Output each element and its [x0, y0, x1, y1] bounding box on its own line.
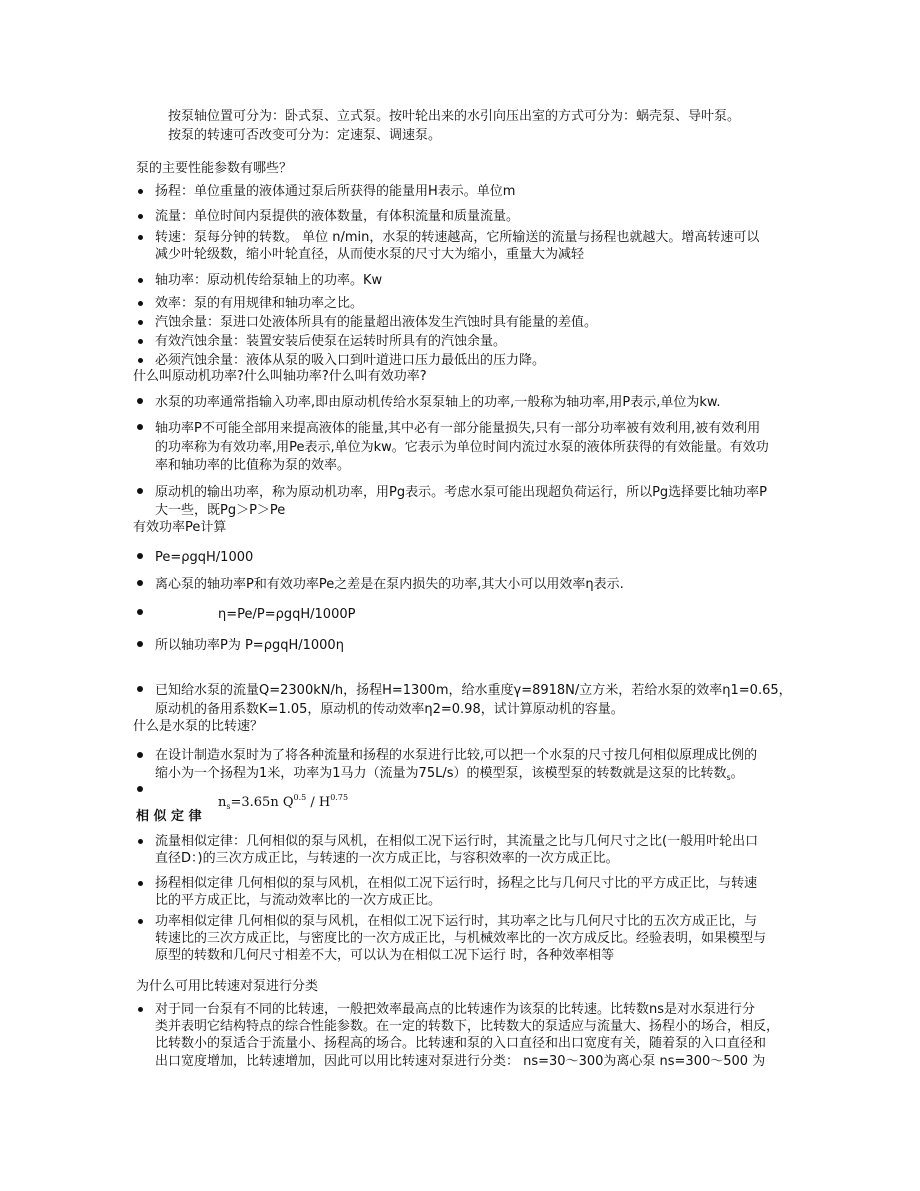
list-item-continuation: 直径D：)的三次方成正比，与转速的一次方成正比，与容积效率的一次方成正比。 — [155, 851, 619, 866]
list-item-continuation: 减少叶轮级数，缩小叶轮直径，从而使水泵的尺寸大为缩小，重量大为减轻 — [155, 247, 585, 262]
intro-line-1: 按泵轴位置可分为：卧式泵、立式泵。按叶轮出来的水引向压出室的方式可分为：蜗壳泵、导叶泵。 — [168, 109, 741, 124]
list-item: 原动机的输出功率，称为原动机功率，用Pg表示。考虑水泵可能出现超负荷运行，所以Pg选择要比轴功率P — [155, 485, 768, 500]
section-heading-effective-power: 有效功率Pe计算 — [133, 520, 227, 535]
list-item-continuation: 出口宽度增加，比转速增加，因此可以用比转速对泵进行分类： ns=30～300为离心泵 ns=300～500 为 — [155, 1054, 766, 1069]
list-item-continuation: 大一些，既Pg＞P＞Pe — [155, 503, 286, 518]
section-heading-similarity-laws: 相 似 定 律 — [136, 809, 202, 824]
section-heading-performance-params: 泵的主要性能参数有哪些？ — [136, 161, 293, 176]
list-item-continuation: 原型的转数和几何尺寸相差不大，可以认为在相似工况下运行 时，各种效率相等 — [155, 948, 615, 963]
list-item: 已知给水泵的流量Q=2300kN/h，扬程H=1300m，给水重度γ=8918N/立方米，若给水泵的效率η1=0.65， — [155, 683, 792, 698]
specific-speed-formula — [218, 794, 348, 812]
bullet — [138, 358, 143, 363]
text-run: 缩小为一个扬程为1米，功率为1马力（流量为75L/s）的模型泵，该模型泵的转数就是这泵的比转数 — [155, 766, 727, 781]
list-item: 汽蚀余量：泵进口处液体所具有的能量超出液体发生汽蚀时具有能量的差值。 — [155, 315, 598, 330]
bullet — [138, 839, 143, 844]
subscript: s — [726, 773, 731, 782]
list-item-continuation: 转速比的三次方成正比，与密度比的一次方成正比，与机械效率比的一次方成反比。经验表明，如果模型与 — [155, 931, 767, 946]
bullet — [138, 1007, 143, 1012]
list-item: 离心泵的轴功率P和有效功率Pe之差是在泵内损失的功率,其大小可以用效率η表示. — [155, 577, 624, 592]
bullet — [137, 609, 143, 615]
subscript: s — [226, 802, 231, 811]
formula-line: η=Pe/P=ρgqH/1000P — [218, 607, 356, 622]
list-item-continuation: 比转数小的泵适合于流量小、扬程高的场合。比转速和泵的入口直径和出口宽度有关，随着泵的入口直径和 — [155, 1036, 767, 1051]
text-run: =3.65n Q — [230, 795, 294, 810]
bullet — [138, 189, 143, 194]
intro-line-2: 按泵的转速可否改变可分为：定速泵、调速泵。 — [168, 128, 442, 143]
list-item: 轴功率P不可能全部用来提高液体的能量,其中必有一部分能量损失,只有一部分功率被有效利用,被有效利用 — [155, 421, 761, 436]
text-run: n — [218, 795, 227, 810]
list-item: 有效汽蚀余量：装置安装后使泵在运转时所具有的汽蚀余量。 — [155, 334, 507, 349]
list-item-continuation: 类并表明它结构特点的综合性能参数。在一定的转数下，比转数大的泵适应与流量大、扬程小的场合，相反， — [155, 1019, 780, 1034]
list-item: 对于同一台泵有不同的比转速，一般把效率最高点的比转速作为该泵的比转速。比转数ns是对水泵进行分 — [155, 1002, 756, 1017]
formula-line: Pe=ρgqH/1000 — [155, 550, 254, 565]
bullet — [137, 424, 143, 430]
list-item: 水泵的功率通常指输入功率,即由原动机传给水泵泵轴上的功率,一般称为轴功率,用P表示,单位为kw. — [155, 395, 721, 410]
section-heading-power: 什么叫原动机功率?什么叫轴功率?什么叫有效功率? — [133, 369, 427, 384]
list-item-continuation: 的功率称为有效功率,用Pe表示,单位为kw。它表示为单位时间内流过水泵的液体所获得的有效能量。有效功 — [155, 440, 769, 455]
bullet — [138, 214, 143, 219]
list-item: 转速：泵每分钟的转数。 单位 n/min，水泵的转速越高，它所输送的流量与扬程也就越大。增高转速可以 — [155, 230, 760, 245]
superscript: 0.5 — [293, 793, 307, 802]
list-item: 效率：泵的有用规律和轴功率之比。 — [155, 296, 364, 311]
bullet — [138, 919, 143, 924]
bullet — [137, 641, 143, 647]
bullet — [138, 339, 143, 344]
list-item: 功率相似定律 几何相似的泵与风机，在相似工况下运行时，其功率之比与几何尺寸比的五次方成正比，与 — [155, 914, 758, 929]
list-item-continuation — [155, 765, 744, 783]
bullet — [137, 580, 143, 586]
superscript: 0.75 — [330, 793, 349, 802]
bullet — [137, 553, 143, 559]
section-heading-specific-speed: 什么是水泵的比转速？ — [133, 719, 264, 734]
bullet — [138, 301, 143, 306]
bullet — [137, 752, 143, 758]
list-item: 在设计制造水泵时为了将各种流量和扬程的水泵进行比较,可以把一个水泵的尺寸按几何相似原理成比例的 — [155, 748, 758, 763]
list-item-continuation: 原动机的备用系数K=1.05，原动机的传动效率η2=0.98，试计算原动机的容量。 — [155, 702, 624, 717]
formula-line: 所以轴功率P为 P=ρgqH/1000η — [155, 638, 344, 653]
bullet — [137, 786, 143, 792]
section-heading-classification: 为什么可用比转速对泵进行分类 — [136, 979, 319, 994]
bullet — [137, 398, 143, 404]
list-item-continuation: 率和轴功率的比值称为泵的效率。 — [155, 458, 351, 473]
text-run: 。 — [730, 766, 744, 781]
bullet — [137, 686, 143, 692]
bullet — [138, 278, 143, 283]
list-item: 流量相似定律：几何相似的泵与风机，在相似工况下运行时，其流量之比与几何尺寸之比(一般用叶轮出口 — [155, 834, 759, 849]
list-item: 扬程：单位重量的液体通过泵后所获得的能量用H表示。单位m — [155, 184, 516, 199]
list-item: 流量：单位时间内泵提供的液体数量，有体积流量和质量流量。 — [155, 209, 520, 224]
bullet — [138, 320, 143, 325]
list-item: 轴功率：原动机传给泵轴上的功率。Kw — [155, 273, 383, 288]
bullet — [138, 881, 143, 886]
list-item-continuation: 比的平方成正比，与流动效率比的一次方成正比。 — [155, 893, 442, 908]
bullet — [137, 488, 143, 494]
bullet — [138, 235, 143, 240]
text-run: / H — [306, 795, 331, 810]
list-item: 必须汽蚀余量：液体从泵的吸入口到叶道进口压力最低出的压力降。 — [155, 353, 546, 368]
list-item: 扬程相似定律 几何相似的泵与风机，在相似工况下运行时，扬程之比与几何尺寸比的平方成正比，与转速 — [155, 876, 758, 891]
